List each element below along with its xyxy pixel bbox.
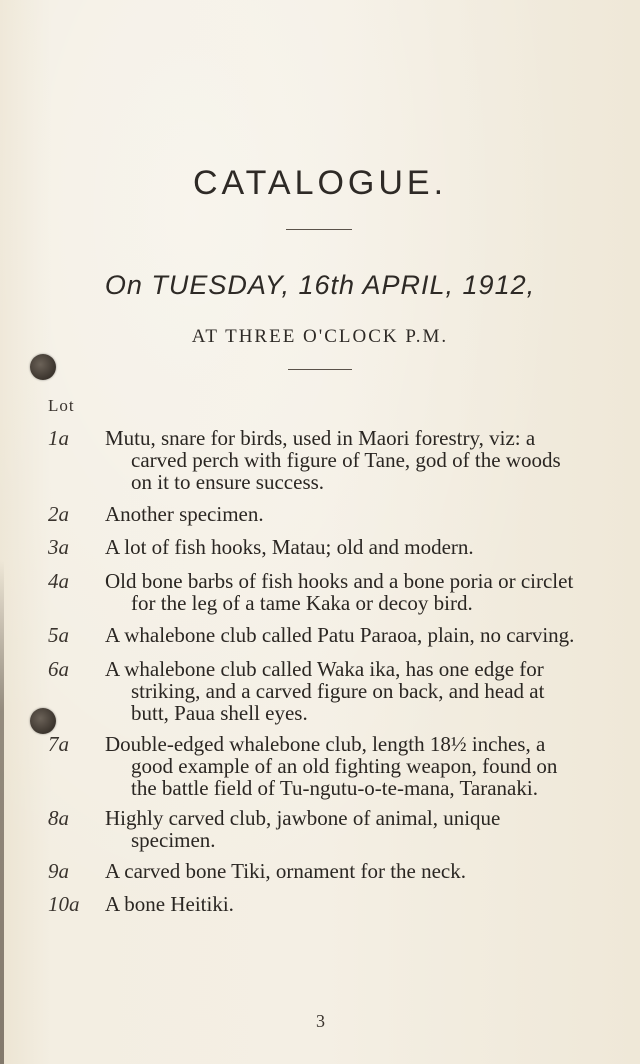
lot-description [105, 427, 578, 493]
lot-description [105, 624, 578, 646]
description-line: A bone Heitiki. [105, 892, 234, 916]
description-line: Mutu, snare for birds, used in Maori forestry, viz: a [105, 426, 536, 450]
description-line: Old bone barbs of fish hooks and a bone poria or circlet [105, 569, 574, 593]
lot-number: 1a [48, 426, 69, 450]
lot-description [105, 536, 578, 558]
description-line: A carved bone Tiki, ornament for the neck. [105, 859, 466, 883]
sale-date: On TUESDAY, 16th APRIL, 1912, [104, 270, 536, 300]
page-edge-shadow [0, 560, 4, 1064]
description-line: for the leg of a tame Kaka or decoy bird. [131, 591, 473, 615]
lot-number: 4a [48, 569, 69, 593]
description-line: butt, Paua shell eyes. [131, 701, 308, 725]
description-line: Double-edged whalebone club, length 18½ inches, a [105, 732, 546, 756]
lot-description [105, 503, 578, 525]
description-line: Another specimen. [105, 502, 264, 526]
description-line: A lot of fish hooks, Matau; old and modern. [105, 535, 474, 559]
lot-description [105, 658, 578, 724]
lot-number: 9a [48, 859, 69, 883]
lot-number: 3a [48, 535, 69, 559]
description-line: A whalebone club called Waka ika, has one edge for [105, 657, 544, 681]
divider-rule [288, 369, 352, 370]
description-line: striking, and a carved figure on back, and head at [131, 679, 545, 703]
page-number: 3 [316, 1011, 325, 1031]
description-line: good example of an old fighting weapon, found on [131, 754, 558, 778]
lot-column-header: Lot [48, 396, 75, 415]
lot-number: 8a [48, 806, 69, 830]
description-line: specimen. [131, 828, 216, 852]
lot-description [105, 733, 578, 799]
lot-description [105, 807, 578, 851]
divider-rule [286, 229, 352, 230]
lot-description [105, 893, 578, 915]
lot-number: 10a [48, 892, 80, 916]
lot-number: 5a [48, 623, 69, 647]
description-line: A whalebone club called Patu Paraoa, plain, no carving. [105, 623, 575, 647]
description-line: the battle field of Tu-ngutu-o-te-mana, Taranaki. [131, 776, 538, 800]
binding-hole [30, 708, 56, 734]
lot-number: 6a [48, 657, 69, 681]
lot-number: 7a [48, 732, 69, 756]
description-line: on it to ensure success. [131, 470, 325, 494]
lot-description [105, 570, 578, 614]
description-line: carved perch with figure of Tane, god of the woods [131, 448, 561, 472]
lot-number: 2a [48, 502, 69, 526]
page-title: CATALOGUE. [192, 164, 448, 202]
sale-time: AT THREE O'CLOCK P.M. [191, 326, 449, 347]
binding-hole [30, 354, 56, 380]
description-line: Highly carved club, jawbone of animal, unique [105, 806, 501, 830]
lot-description [105, 860, 578, 882]
